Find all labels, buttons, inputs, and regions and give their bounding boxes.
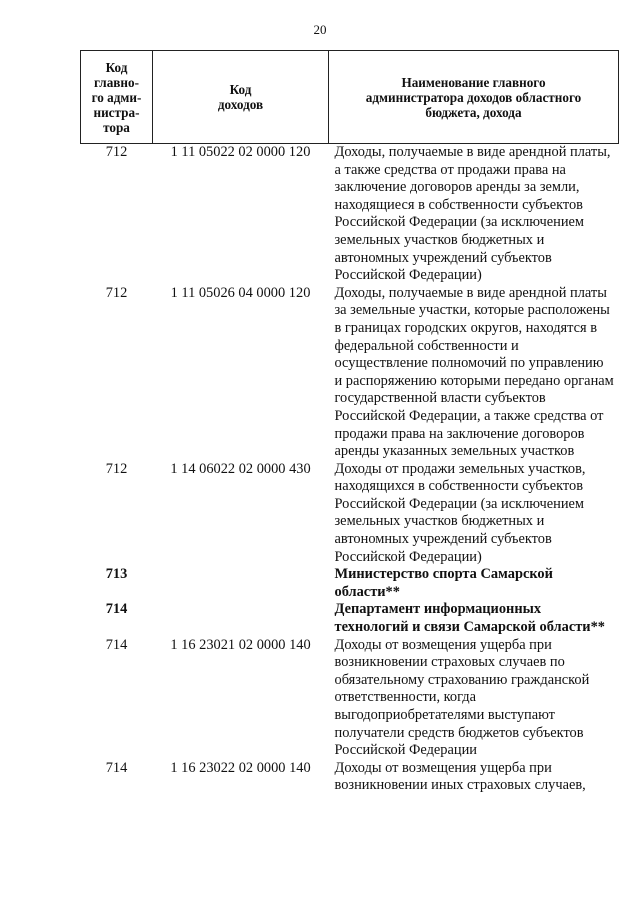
revenue-codes-table (80, 50, 619, 795)
revenue-code-cell: 1 11 05026 04 0000 120 (170, 284, 311, 301)
header-line: бюджета, дохода (425, 104, 522, 120)
administrator-name-cell: Министерство спорта Самарской области** (334, 566, 553, 600)
header-admin-code (81, 51, 153, 144)
table-row (81, 285, 619, 461)
table-row (81, 461, 619, 567)
admin-code-cell: 714 (105, 601, 128, 618)
revenue-code-cell (153, 566, 329, 601)
header-line: тора (103, 119, 130, 135)
header-line: доходов (217, 97, 264, 112)
table-row (81, 637, 619, 760)
table-body (81, 144, 619, 795)
revenue-name-cell: Доходы от возмещения ущерба при возникновении страховых случаев по обязательному страхованию гражданской ответственности, когда выгодоприобретателями выступают получатели средств бюджетов субъектов Российской Федерации (334, 636, 590, 759)
revenue-code-cell: 1 11 05022 02 0000 120 (170, 144, 311, 160)
table-header (81, 51, 619, 144)
revenue-code-cell: 1 16 23021 02 0000 140 (170, 636, 311, 653)
table-row (81, 760, 619, 795)
header-line: главно- (93, 74, 140, 90)
table-row-administrator (81, 566, 619, 601)
admin-code-cell: 714 (105, 759, 128, 776)
header-line: нистра- (93, 104, 140, 120)
admin-code-cell: 712 (105, 460, 128, 477)
admin-code-cell: 714 (105, 636, 128, 653)
header-line: администратора доходов областного (365, 89, 582, 105)
table-row-administrator (81, 601, 619, 636)
revenue-name-cell: Доходы, получаемые в виде арендной платы, а также средства от продажи права на заключение договоров аренды за земли, находящиеся в собственности субъектов Российской Федерации (за исключением земельных участков бюджетных и автономных учреждений субъектов Российской Федерации) (334, 144, 611, 284)
revenue-name-cell: Доходы от возмещения ущерба при возникновении иных страховых случаев, (334, 759, 586, 794)
admin-code-cell: 712 (105, 144, 128, 160)
header-line: Код (229, 82, 252, 97)
admin-code-cell: 713 (105, 566, 128, 583)
header-line: Наименование главного (401, 74, 546, 90)
page-number: 20 (313, 22, 327, 37)
header-line: го адми- (91, 89, 142, 105)
table-row (81, 144, 619, 285)
header-line: Код (105, 59, 128, 75)
revenue-name-cell: Доходы, получаемые в виде арендной платы за земельные участки, которые расположены в границах городских округов, находятся в федеральной собственности и осуществление полномочий по управлению и распоряжению которыми передано органам государственной власти субъектов Российской Федерации, а также средства от продажи права на заключение договоров аренды указанных земельных участков (334, 284, 614, 460)
revenue-name-cell: Доходы от продажи земельных участков, находящихся в собственности субъектов Российской Федерации (за исключением земельных участков бюджетных и автономных учреждений субъектов Российской Федерации) (334, 460, 586, 565)
revenue-code-cell (153, 601, 329, 636)
administrator-name-cell: Департамент информационных технологий и связи Самарской области** (334, 601, 605, 636)
revenue-code-cell: 1 14 06022 02 0000 430 (170, 460, 311, 477)
header-name (329, 51, 619, 144)
admin-code-cell: 712 (105, 284, 128, 301)
revenue-code-cell: 1 16 23022 02 0000 140 (170, 759, 311, 776)
header-revenue-code (153, 51, 329, 144)
